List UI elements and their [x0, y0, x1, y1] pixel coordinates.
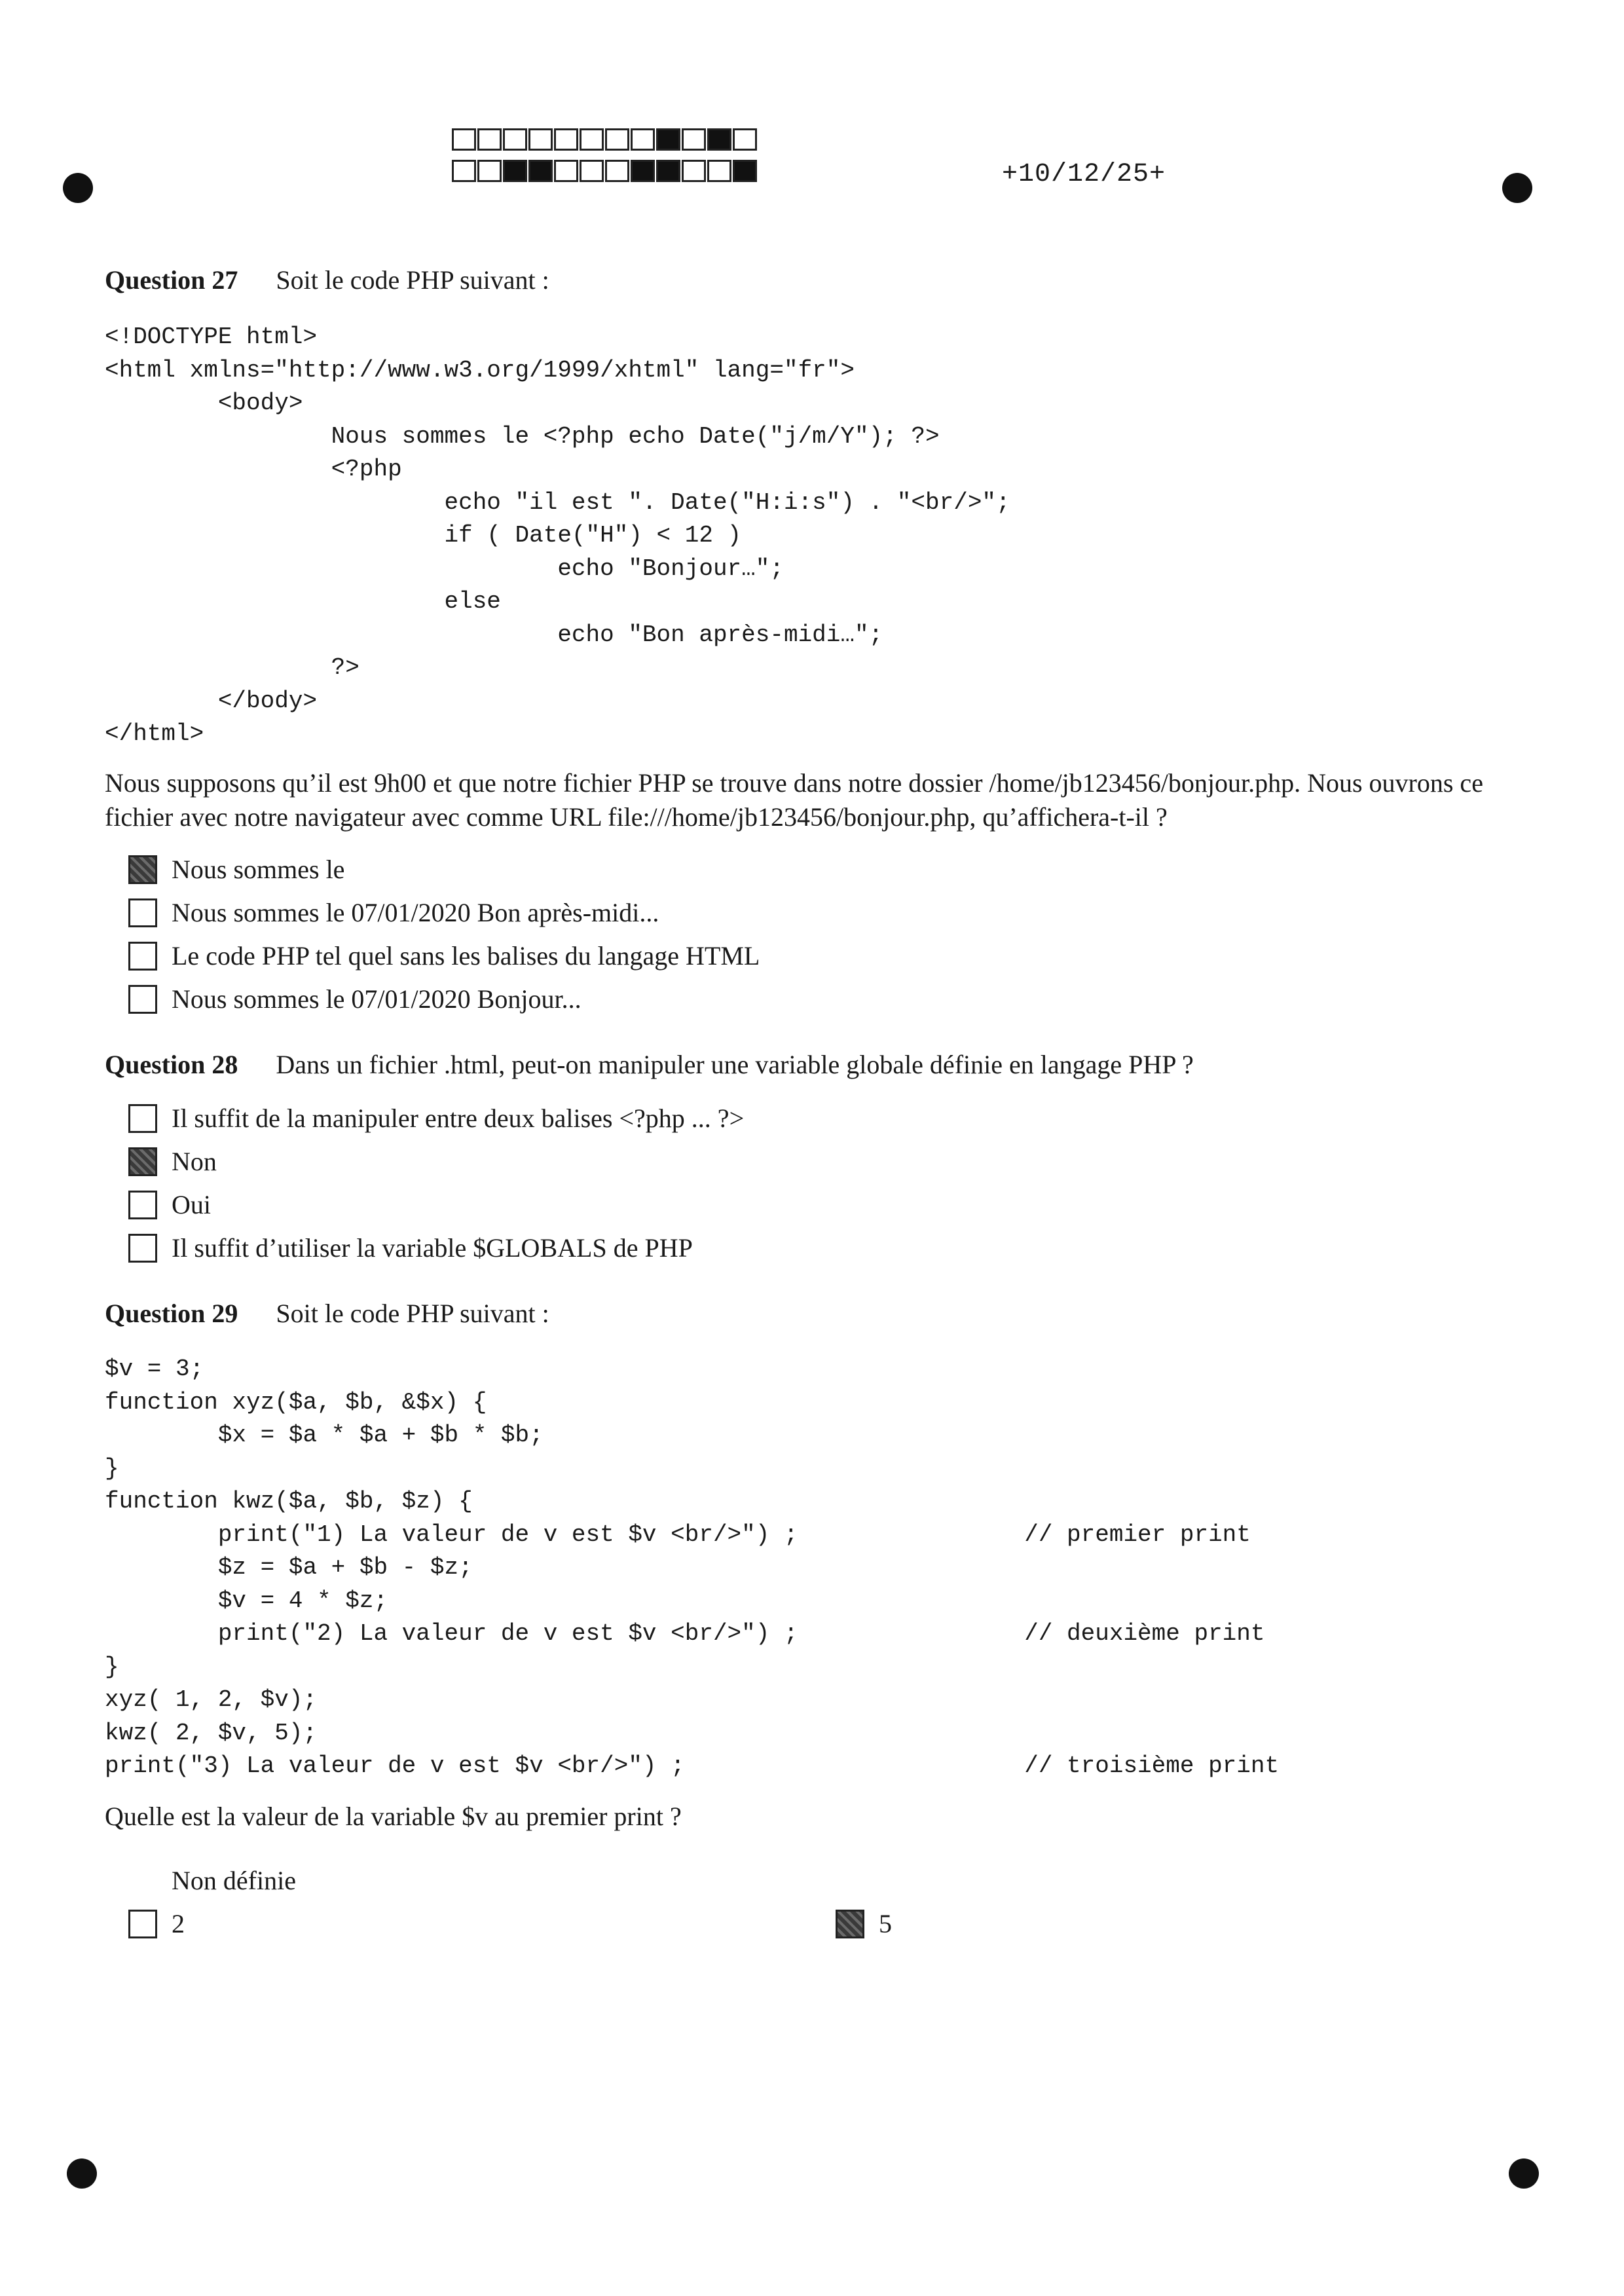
question-29-question: Quelle est la valeur de la variable $v au premier print ?: [105, 1802, 682, 1831]
barcode-cell: [554, 160, 578, 182]
answer-label: Il suffit d’utiliser la variable $GLOBALS de PHP: [172, 1233, 693, 1263]
question-29-number: Question 29: [105, 1299, 238, 1328]
answer-checkbox[interactable]: [128, 1104, 157, 1133]
question-29-title: [105, 1298, 549, 1329]
barcode-cell: [554, 128, 578, 151]
barcode-cell: [656, 160, 680, 182]
registration-mark-bottom-left: [67, 2158, 97, 2189]
answer-label: Oui: [172, 1190, 211, 1219]
question-27-paragraph: Nous supposons qu’il est 9h00 et que notre fichier PHP se trouve dans notre dossier /home/jb123456/bonjour.php. Nous ouvrons ce fichier avec notre navigateur avec comme URL file:///home/jb123456/bonjour.php, qu’affichera-t-il ?: [105, 768, 1483, 832]
barcode-cell: [733, 128, 757, 151]
question-27-answer-2[interactable]: [128, 897, 659, 928]
barcode-cell: [605, 128, 629, 151]
answer-label: Non définie: [172, 1866, 296, 1895]
question-27-prompt: Soit le code PHP suivant :: [276, 265, 549, 295]
question-28-answer-1[interactable]: [128, 1103, 744, 1134]
answer-checkbox[interactable]: [128, 1147, 157, 1176]
question-28-answer-2[interactable]: [128, 1146, 217, 1177]
answer-label: 2: [172, 1909, 185, 1938]
barcode-row-bottom: [452, 160, 758, 182]
question-27-answer-4[interactable]: [128, 984, 581, 1014]
answer-checkbox[interactable]: [128, 855, 157, 884]
registration-mark-top-right: [1502, 173, 1532, 203]
barcode-cell: [503, 160, 527, 182]
question-27-code: <!DOCTYPE html> <html xmlns="http://www.w3.org/1999/xhtml" lang="fr"> <body> Nous sommes le <?php echo Date("j/m/Y"); ?> <?php echo "il est ". Date("H:i:s") . "<br/>"; if ( Date("H") < 12 ) echo "Bonjour…"; else echo "Bon après-midi…"; ?> </body> </html>: [105, 324, 1010, 747]
barcode-cell: [580, 128, 604, 151]
barcode-cell: [503, 128, 527, 151]
answer-checkbox[interactable]: [128, 1866, 157, 1895]
answer-label: Le code PHP tel quel sans les balises du langage HTML: [172, 941, 760, 971]
barcode-cell: [452, 128, 476, 151]
answer-label: Non: [172, 1147, 217, 1176]
barcode-cell: [682, 128, 706, 151]
question-27-answer-3[interactable]: [128, 940, 760, 971]
answer-label: Nous sommes le 07/01/2020 Bonjour...: [172, 984, 581, 1014]
question-29-code: $v = 3; function xyz($a, $b, &$x) { $x = $a * $a + $b * $b; } function kwz($a, $b, $z) { print("1) La valeur de v est $v <br/>") ; // premier print $z = $a + $b - $z; $v = 4 * $z; print("2) La valeur de v est $v <br/>") ; // deuxième print } xyz( 1, 2, $v); kwz( 2, $v, 5); print("3) La valeur de v est $v <br/>") ; // troisième print: [105, 1356, 1280, 1779]
question-28-title: [105, 1049, 1194, 1080]
question-27-title: [105, 265, 549, 295]
answer-checkbox[interactable]: [128, 898, 157, 927]
question-29-prompt: Soit le code PHP suivant :: [276, 1299, 549, 1328]
answer-checkbox[interactable]: [128, 942, 157, 971]
barcode-cell: [580, 160, 604, 182]
question-29-answer-3[interactable]: [836, 1908, 892, 1939]
barcode-cell: [452, 160, 476, 182]
barcode-cell: [477, 128, 502, 151]
answer-checkbox[interactable]: [836, 1910, 864, 1938]
question-27-number: Question 27: [105, 265, 238, 295]
question-28-number: Question 28: [105, 1050, 238, 1079]
barcode-cell: [733, 160, 757, 182]
question-27-answer-1[interactable]: [128, 854, 344, 885]
barcode-cell: [707, 128, 731, 151]
answer-label: Nous sommes le 07/01/2020 Bon après-midi...: [172, 898, 659, 927]
barcode-cell: [631, 128, 655, 151]
answer-label: 5: [879, 1909, 892, 1938]
barcode-cell: [656, 128, 680, 151]
question-28-answer-3[interactable]: [128, 1189, 211, 1220]
answer-label: Nous sommes le: [172, 855, 345, 884]
answer-checkbox[interactable]: [128, 1234, 157, 1263]
answer-label: Il suffit de la manipuler entre deux balises <?php ... ?>: [172, 1103, 745, 1133]
barcode-cell: [605, 160, 629, 182]
answer-checkbox[interactable]: [128, 1191, 157, 1219]
barcode-cell: [682, 160, 706, 182]
question-28-answer-4[interactable]: [128, 1232, 693, 1263]
barcode-row-top: [452, 128, 758, 151]
registration-mark-top-left: [63, 173, 93, 203]
answer-checkbox[interactable]: [128, 1910, 157, 1938]
question-28-prompt: Dans un fichier .html, peut-on manipuler une variable globale définie en langage PHP ?: [276, 1050, 1194, 1079]
barcode-cell: [528, 128, 553, 151]
registration-mark-bottom-right: [1509, 2158, 1539, 2189]
question-29-answer-1[interactable]: [128, 1865, 296, 1896]
page-code: +10/12/25+: [1002, 160, 1166, 189]
barcode-cell: [631, 160, 655, 182]
question-29-answer-2[interactable]: [128, 1908, 185, 1939]
barcode-cell: [477, 160, 502, 182]
barcode-cell: [707, 160, 731, 182]
barcode-cell: [528, 160, 553, 182]
answer-checkbox[interactable]: [128, 985, 157, 1014]
